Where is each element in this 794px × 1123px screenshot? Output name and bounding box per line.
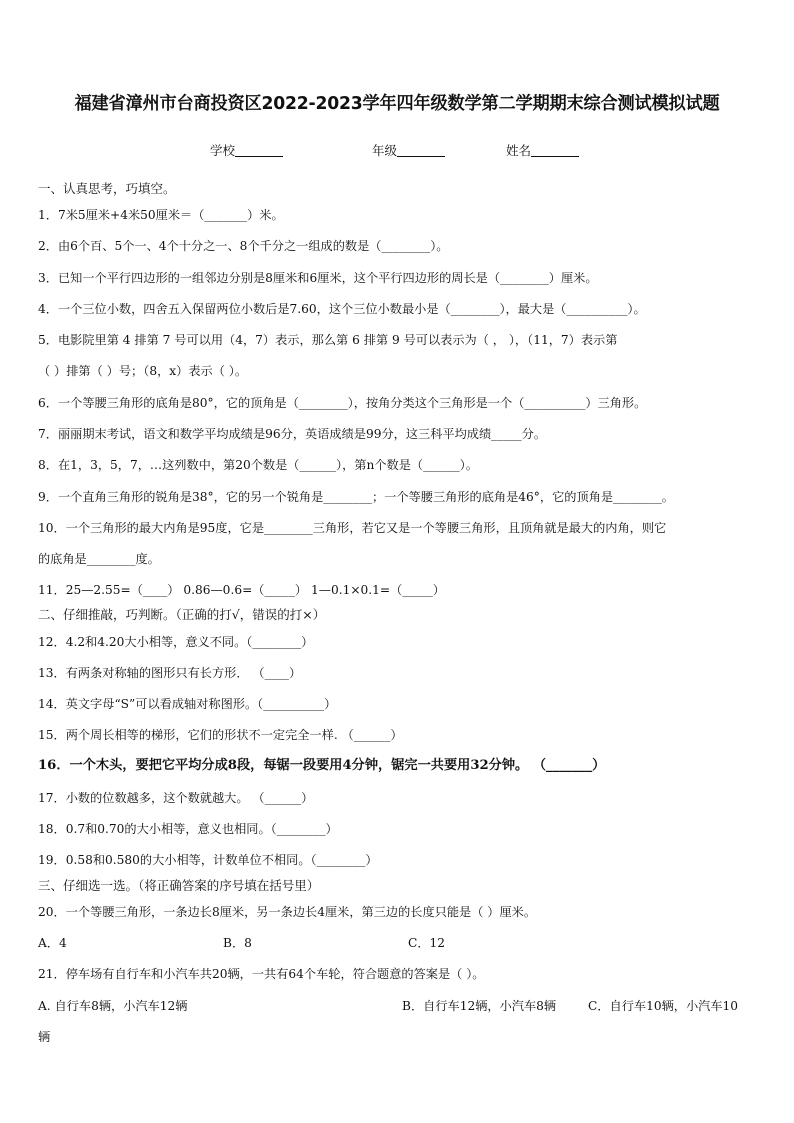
section-1-heading: 一、认真思考，巧填空。 — [38, 181, 176, 196]
question-16: 16．一个木头，要把它平均分成8段，每锯一段要用4分钟，锯完一共要用32分钟。 （_______） — [38, 758, 606, 773]
school-blank — [235, 144, 283, 157]
question-20-option-b: B．8 — [223, 936, 252, 950]
grade-blank — [397, 144, 445, 157]
question-20: 20．一个等腰三角形，一条边长8厘米，另一条边长4厘米，第三边的长度只能是（ ）厘米。 — [38, 905, 537, 919]
question-7: 7．丽丽期末考试，语文和数学平均成绩是96分，英语成绩是99分，这三科平均成绩_____分。 — [38, 427, 546, 441]
question-14: 14．英文字母“S”可以看成轴对称图形。（__________） — [38, 697, 337, 711]
question-19: 19．0.58和0.580的大小相等，计数单位不相同。（________） — [38, 853, 378, 867]
question-3: 3．已知一个平行四边形的一组邻边分别是8厘米和6厘米，这个平行四边形的周长是（________）厘米。 — [38, 271, 598, 285]
question-18: 18．0.7和0.70的大小相等，意义也相同。（________） — [38, 822, 338, 836]
grade-label: 年级 — [372, 143, 398, 158]
question-21-option-c-continued: 辆 — [38, 1030, 51, 1044]
question-17: 17．小数的位数越多，这个数就越大。 （______） — [38, 791, 314, 805]
name-label: 姓名 — [506, 143, 532, 158]
question-13: 13．有两条对称轴的图形只有长方形． （____） — [38, 666, 302, 680]
grade-field — [372, 141, 445, 159]
question-10-line-1: 10．一个三角形的最大内角是95度，它是________三角形，若它又是一个等腰三角形，且顶角就是最大的内角，则它 — [38, 521, 667, 535]
school-label: 学校 — [210, 143, 236, 158]
question-21-option-a: A. 自行车8辆，小汽车12辆 — [38, 999, 188, 1013]
question-21-option-c: C．自行车10辆，小汽车10 — [588, 999, 739, 1013]
school-field — [210, 141, 283, 159]
question-12: 12．4.2和4.20大小相等，意义不同。（________） — [38, 635, 314, 649]
question-9: 9．一个直角三角形的锐角是38°，它的另一个锐角是________；一个等腰三角形的底角是46°，它的顶角是________。 — [38, 490, 674, 504]
question-1: 1．7米5厘米+4米50厘米＝（_______）米。 — [38, 208, 284, 222]
question-15: 15．两个周长相等的梯形，它们的形状不一定完全一样. （______） — [38, 728, 403, 742]
question-2: 2．由6个百、5个一、4个十分之一、8个千分之一组成的数是（________）。 — [38, 239, 449, 253]
page-title: 福建省漳州市台商投资区2022-2023学年四年级数学第二学期期末综合测试模拟试题 — [74, 94, 720, 114]
question-21-option-b: B．自行车12辆，小汽车8辆 — [402, 999, 557, 1013]
question-21: 21．停车场有自行车和小汽车共20辆，一共有64个车轮，符合题意的答案是（ ）。 — [38, 967, 485, 981]
question-20-option-a: A．4 — [38, 936, 67, 950]
question-8: 8．在1，3，5，7，…这列数中，第20个数是（______），第n个数是（______）。 — [38, 458, 478, 472]
question-5-line-2: （ ）排第（ ）号；（8，x）表示（ ）。 — [38, 364, 248, 378]
question-10-line-2: 的底角是________度。 — [38, 552, 160, 566]
question-5-line-1: 5．电影院里第 4 排第 7 号可以用（4，7）表示，那么第 6 排第 9 号可以表示为（ ， ），（11，7）表示第 — [38, 333, 618, 347]
question-4: 4．一个三位小数，四舍五入保留两位小数后是7.60，这个三位小数最小是（________），最大是（__________）。 — [38, 302, 646, 316]
section-2-heading: 二、仔细推敲，巧判断。（正确的打√，错误的打×） — [38, 607, 326, 622]
question-11: 11．25—2.55=（____） 0.86—0.6=（_____） 1—0.1×0.1=（_____） — [38, 583, 445, 597]
name-blank — [531, 144, 579, 157]
section-3-heading: 三、仔细选一选。（将正确答案的序号填在括号里） — [38, 878, 320, 893]
question-20-option-c: C．12 — [408, 936, 446, 950]
question-6: 6．一个等腰三角形的底角是80°，它的顶角是（________），按角分类这个三角形是一个（__________）三角形。 — [38, 396, 647, 410]
name-field — [506, 141, 579, 159]
